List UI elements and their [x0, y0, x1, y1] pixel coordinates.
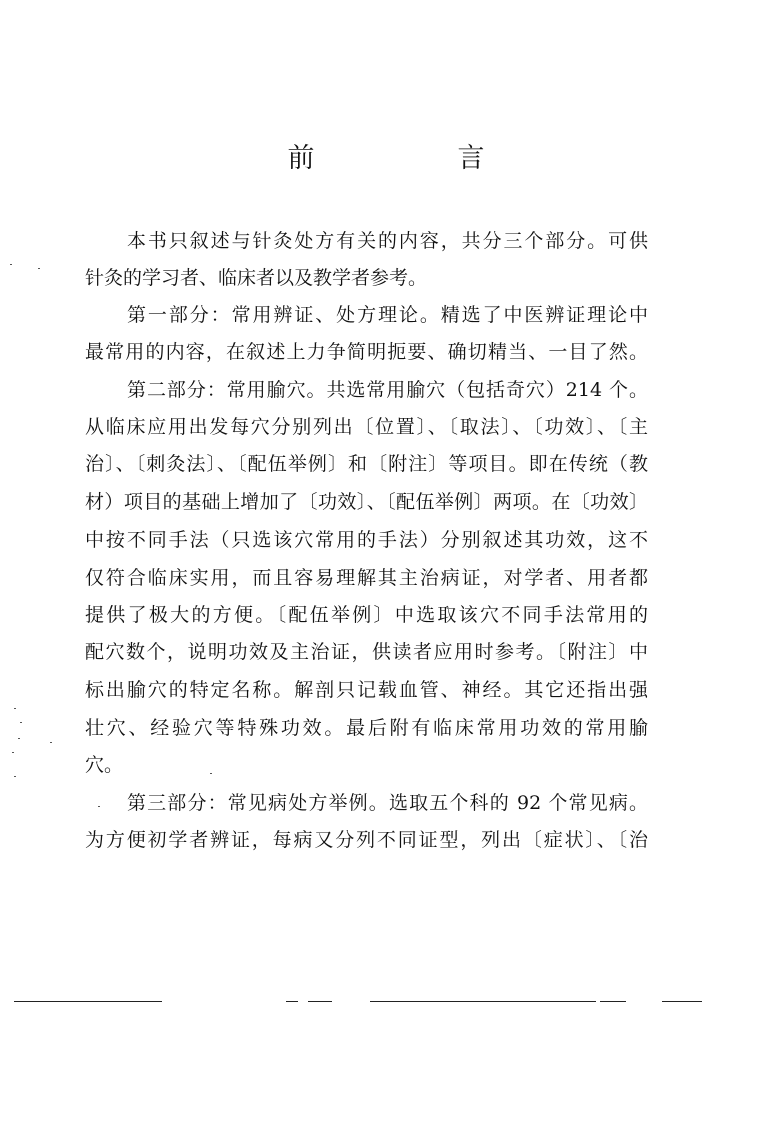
rule-segment: [14, 1001, 162, 1002]
scan-speck: [50, 742, 52, 743]
scan-speck: [14, 708, 16, 709]
rule-segment: [286, 1001, 298, 1002]
text-line: 为方便初学者辨证，每病又分列不同证型，列出〔症状〕、〔治: [85, 829, 648, 851]
text-line: 第一部分：常用辨证、处方理论。精选了中医辨证理论中: [127, 304, 648, 326]
rule-segment: [308, 1001, 332, 1002]
scan-speck: [98, 806, 100, 807]
text-line: 配穴数个，说明功效及主治证，供读者应用时参考。〔附注〕中: [85, 641, 648, 663]
text-line: 材）项目的基础上增加了〔功效〕、〔配伍举例〕两项。在〔功效〕: [85, 491, 648, 513]
rule-segment: [370, 1001, 596, 1002]
scan-speck: [210, 773, 212, 774]
text-line: 从临床应用出发每穴分别列出〔位置〕、〔取法〕、〔功效〕、〔主: [85, 416, 648, 438]
page-title: 前 言: [287, 143, 543, 174]
text-line: 标出腧穴的特定名称。解剖只记载血管、神经。其它还指出强: [85, 679, 648, 701]
scan-speck: [38, 268, 40, 269]
text-line: 提供了极大的方便。〔配伍举例〕中选取该穴不同手法常用的: [85, 604, 648, 626]
scan-speck: [12, 752, 14, 753]
scan-speck: [14, 776, 16, 777]
text-line: 第三部分：常见病处方举例。选取五个科的 92 个常见病。: [127, 792, 648, 814]
text-line: 仅符合临床实用，而且容易理解其主治病证，对学者、用者都: [85, 567, 648, 589]
text-line: 穴。: [85, 754, 124, 776]
text-line: 本书只叙述与针灸处方有关的内容，共分三个部分。可供: [127, 230, 648, 252]
rule-segment: [662, 1001, 702, 1002]
text-line: 治〕、〔刺灸法〕、〔配伍举例〕和〔附注〕等项目。即在传统（教: [85, 453, 648, 475]
scan-speck: [18, 738, 20, 739]
text-line: 壮穴、经验穴等特殊功效。最后附有临床常用功效的常用腧: [85, 717, 648, 739]
rule-segment: [600, 1001, 626, 1002]
text-line: 最常用的内容，在叙述上力争简明扼要、确切精当、一目了然。: [85, 341, 648, 363]
scan-speck: [20, 722, 22, 723]
scan-speck: [10, 264, 12, 265]
text-line: 中按不同手法（只选该穴常用的手法）分别叙述其功效，这不: [85, 529, 648, 551]
text-line: 针灸的学习者、临床者以及教学者参考。: [85, 267, 428, 289]
text-line: 第二部分：常用腧穴。共选常用腧穴（包括奇穴）214 个。: [127, 379, 648, 401]
